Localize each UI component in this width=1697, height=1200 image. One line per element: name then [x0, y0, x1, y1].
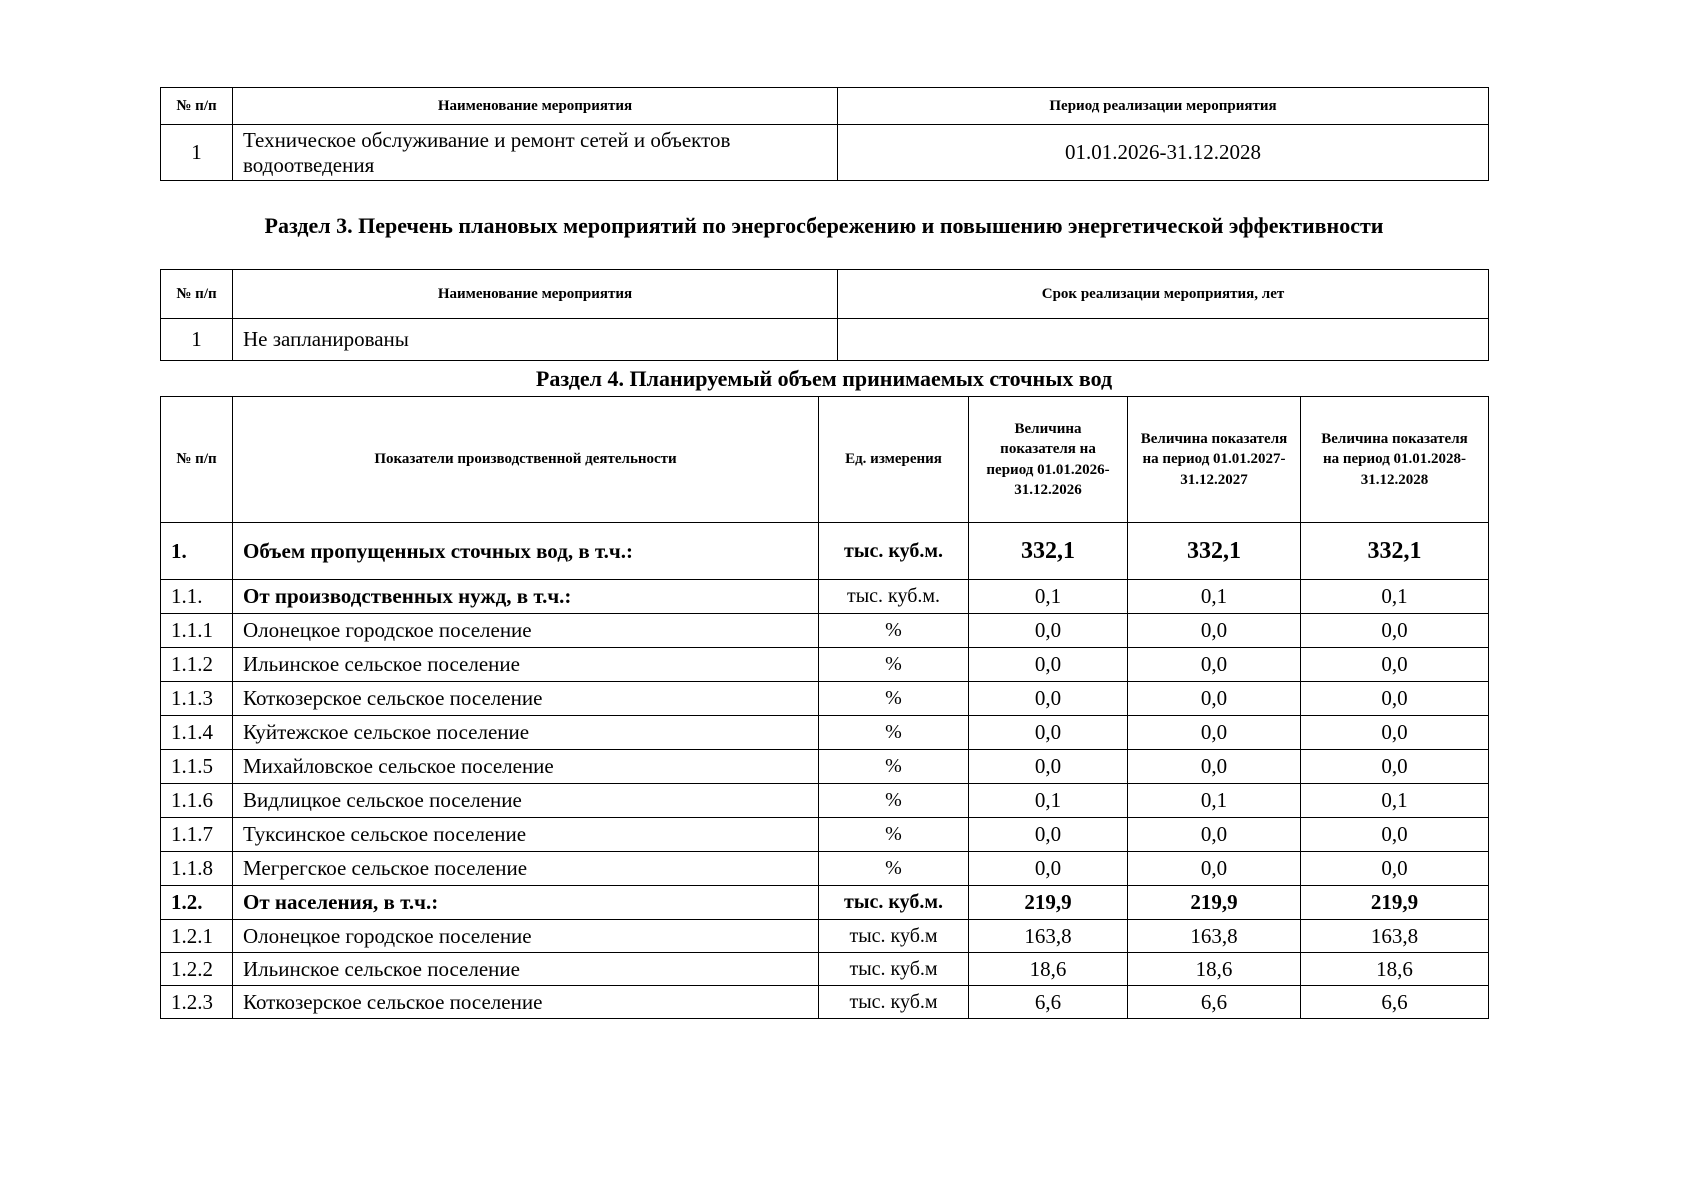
row-unit: % [819, 614, 969, 648]
col-header-num: № п/п [161, 270, 233, 319]
row-value-2027: 0,1 [1128, 580, 1301, 614]
row-value-2028: 0,1 [1301, 580, 1489, 614]
row-value-2028: 0,0 [1301, 614, 1489, 648]
col-header-2026: Величина показателя на период 01.01.2026-31.12.2026 [969, 397, 1128, 523]
row-period: 01.01.2026-31.12.2028 [838, 125, 1489, 181]
table-row [161, 986, 1489, 1019]
col-header-2028: Величина показателя на период 01.01.2028-31.12.2028 [1301, 397, 1489, 523]
table-row [161, 784, 1489, 818]
row-value-2026: 18,6 [969, 953, 1128, 986]
row-num: 1.1.1 [161, 614, 233, 648]
section-3-title: Раздел 3. Перечень плановых мероприятий по энергосбережению и повышению энергетической эффективности [264, 213, 1384, 238]
row-value-2026: 0,0 [969, 750, 1128, 784]
table-row [161, 648, 1489, 682]
row-num: 1.2.1 [161, 920, 233, 953]
row-value-2027: 0,0 [1128, 750, 1301, 784]
row-value-2027: 163,8 [1128, 920, 1301, 953]
row-name: Олонецкое городское поселение [233, 920, 819, 953]
col-header-unit: Ед. измерения [819, 397, 969, 523]
row-unit: % [819, 750, 969, 784]
table-header-row [161, 270, 1489, 319]
row-unit: % [819, 682, 969, 716]
row-num: 1.2. [161, 886, 233, 920]
table-row [161, 614, 1489, 648]
col-header-name: Наименование мероприятия [233, 270, 838, 319]
row-name: Мегрегское сельское поселение [233, 852, 819, 886]
row-num: 1 [161, 319, 233, 361]
row-value-2028: 163,8 [1301, 920, 1489, 953]
table-row [161, 953, 1489, 986]
row-value-2028: 0,0 [1301, 750, 1489, 784]
row-value-2028: 332,1 [1301, 523, 1489, 580]
row-value-2027: 0,0 [1128, 818, 1301, 852]
row-unit: тыс. куб.м. [819, 523, 969, 580]
energy-saving-table [160, 269, 1489, 361]
row-name: Ильинское сельское поселение [233, 953, 819, 986]
row-unit: тыс. куб.м [819, 953, 969, 986]
row-value-2027: 219,9 [1128, 886, 1301, 920]
row-unit: % [819, 784, 969, 818]
table-row [161, 716, 1489, 750]
row-num: 1.2.3 [161, 986, 233, 1019]
row-name: Михайловское сельское поселение [233, 750, 819, 784]
row-num: 1.1.4 [161, 716, 233, 750]
table-row [161, 852, 1489, 886]
row-name: Объем пропущенных сточных вод, в т.ч.: [233, 523, 819, 580]
col-header-name: Наименование мероприятия [233, 88, 838, 125]
row-value-2026: 0,0 [969, 682, 1128, 716]
row-value-2028: 0,1 [1301, 784, 1489, 818]
row-value-2027: 0,0 [1128, 648, 1301, 682]
col-header-2027: Величина показателя на период 01.01.2027-31.12.2027 [1128, 397, 1301, 523]
row-value-2026: 0,0 [969, 818, 1128, 852]
row-value-2027: 0,0 [1128, 716, 1301, 750]
row-unit: % [819, 648, 969, 682]
row-num: 1 [161, 125, 233, 181]
table-header-row [161, 397, 1489, 523]
row-value-2026: 0,0 [969, 614, 1128, 648]
row-value-2028: 18,6 [1301, 953, 1489, 986]
col-header-term: Срок реализации мероприятия, лет [838, 270, 1489, 319]
row-name: Ильинское сельское поселение [233, 648, 819, 682]
row-name: Куйтежское сельское поселение [233, 716, 819, 750]
row-unit: % [819, 818, 969, 852]
row-unit: тыс. куб.м. [819, 580, 969, 614]
row-unit: % [819, 716, 969, 750]
row-name: Не запланированы [233, 319, 838, 361]
col-header-num: № п/п [161, 397, 233, 523]
row-value-2026: 0,1 [969, 784, 1128, 818]
row-value-2026: 0,1 [969, 580, 1128, 614]
row-value-2026: 0,0 [969, 852, 1128, 886]
row-num: 1.1.2 [161, 648, 233, 682]
row-value-2026: 0,0 [969, 716, 1128, 750]
table-row [161, 682, 1489, 716]
table-row [161, 580, 1489, 614]
table-row [161, 523, 1489, 580]
row-name: Видлицкое сельское поселение [233, 784, 819, 818]
row-value-2026: 6,6 [969, 986, 1128, 1019]
row-num: 1.1.8 [161, 852, 233, 886]
section-4-title: Раздел 4. Планируемый объем принимаемых сточных вод [535, 366, 1113, 391]
row-name: От производственных нужд, в т.ч.: [233, 580, 819, 614]
row-num: 1.1. [161, 580, 233, 614]
table-row [161, 750, 1489, 784]
row-unit: % [819, 852, 969, 886]
row-unit: тыс. куб.м [819, 920, 969, 953]
row-value-2026: 219,9 [969, 886, 1128, 920]
row-value-2028: 0,0 [1301, 716, 1489, 750]
row-name: Коткозерское сельское поселение [233, 986, 819, 1019]
row-num: 1.2.2 [161, 953, 233, 986]
table-row [161, 125, 1489, 181]
row-value-2028: 0,0 [1301, 648, 1489, 682]
row-num: 1.1.6 [161, 784, 233, 818]
col-header-period: Период реализации мероприятия [838, 88, 1489, 125]
row-num: 1. [161, 523, 233, 580]
row-value-2026: 0,0 [969, 648, 1128, 682]
row-value-2028: 219,9 [1301, 886, 1489, 920]
row-name: Техническое обслуживание и ремонт сетей и объектов водоотведения [233, 125, 838, 181]
row-name: Олонецкое городское поселение [233, 614, 819, 648]
row-value-2028: 0,0 [1301, 852, 1489, 886]
row-unit: тыс. куб.м. [819, 886, 969, 920]
row-value-2026: 163,8 [969, 920, 1128, 953]
row-value-2028: 0,0 [1301, 682, 1489, 716]
row-value-2028: 6,6 [1301, 986, 1489, 1019]
table-header-row [161, 88, 1489, 125]
table-row [161, 319, 1489, 361]
row-num: 1.1.3 [161, 682, 233, 716]
wastewater-volume-table [160, 396, 1489, 1019]
col-header-indicator: Показатели производственной деятельности [233, 397, 819, 523]
row-value-2027: 0,0 [1128, 614, 1301, 648]
row-term [838, 319, 1489, 361]
row-value-2026: 332,1 [969, 523, 1128, 580]
row-value-2027: 0,0 [1128, 852, 1301, 886]
table-row [161, 886, 1489, 920]
row-unit: тыс. куб.м [819, 986, 969, 1019]
row-value-2027: 6,6 [1128, 986, 1301, 1019]
row-value-2028: 0,0 [1301, 818, 1489, 852]
row-name: Туксинское сельское поселение [233, 818, 819, 852]
table-row [161, 818, 1489, 852]
row-name: От населения, в т.ч.: [233, 886, 819, 920]
row-num: 1.1.7 [161, 818, 233, 852]
row-value-2027: 18,6 [1128, 953, 1301, 986]
row-value-2027: 0,0 [1128, 682, 1301, 716]
row-value-2027: 0,1 [1128, 784, 1301, 818]
table-row [161, 920, 1489, 953]
col-header-num: № п/п [161, 88, 233, 125]
activities-table [160, 87, 1489, 181]
row-value-2027: 332,1 [1128, 523, 1301, 580]
row-name: Коткозерское сельское поселение [233, 682, 819, 716]
row-num: 1.1.5 [161, 750, 233, 784]
